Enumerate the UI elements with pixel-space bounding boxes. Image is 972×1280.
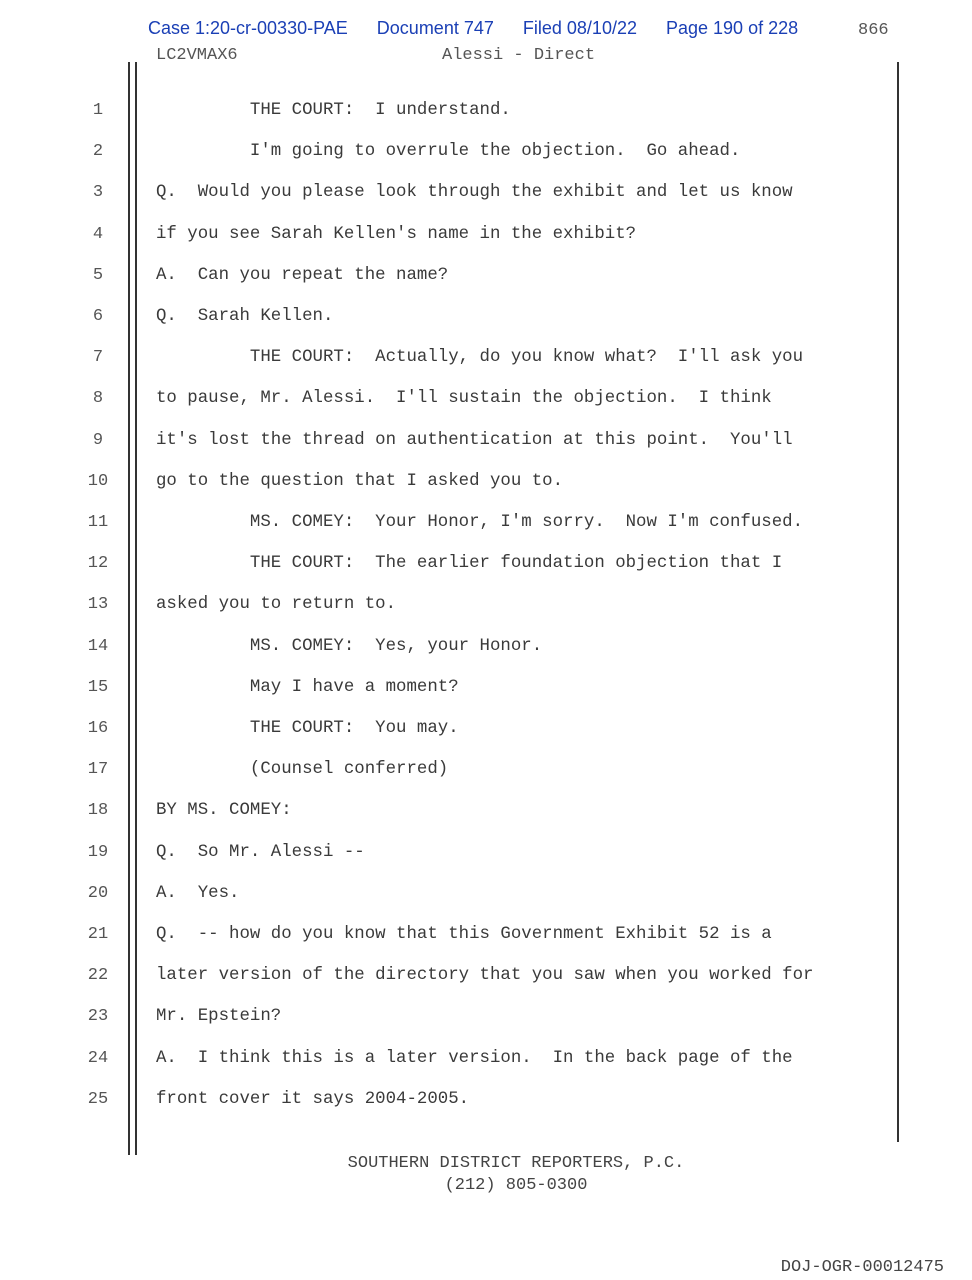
line-number: 1: [92, 101, 104, 120]
transcript-line: it's lost the thread on authentication at this point. You'll: [156, 431, 793, 450]
line-number: 16: [87, 719, 109, 738]
transcript-line: Q. -- how do you know that this Government Exhibit 52 is a: [156, 925, 772, 944]
transcript-line: A. I think this is a later version. In the back page of the: [156, 1049, 793, 1068]
transcript-line: THE COURT: I understand.: [156, 101, 511, 120]
transcript-line: I'm going to overrule the objection. Go ahead.: [156, 142, 741, 161]
header-code: LC2VMAX6: [156, 46, 238, 65]
transcript-line: Q. Would you please look through the exhibit and let us know: [156, 183, 793, 202]
transcript-line: to pause, Mr. Alessi. I'll sustain the objection. I think: [156, 389, 772, 408]
line-number: 9: [92, 431, 104, 450]
line-number: 21: [87, 925, 109, 944]
transcript-line: THE COURT: The earlier foundation objection that I: [156, 554, 783, 573]
header-title: Alessi - Direct: [442, 46, 596, 65]
transcript-line: THE COURT: Actually, do you know what? I'll ask you: [156, 348, 804, 367]
transcript-line: Q. Sarah Kellen.: [156, 307, 334, 326]
filing-stamp: [148, 18, 798, 39]
filed-date: Filed 08/10/22: [522, 18, 637, 38]
reporter-phone: (212) 805-0300: [444, 1176, 588, 1195]
line-number: 23: [87, 1007, 109, 1026]
transcript-line: MS. COMEY: Yes, your Honor.: [156, 637, 543, 656]
transcript-line: later version of the directory that you saw when you worked for: [156, 966, 814, 985]
line-number: 8: [92, 389, 104, 408]
transcript-line: MS. COMEY: Your Honor, I'm sorry. Now I'm confused.: [156, 513, 804, 532]
left-border-inner: [135, 62, 137, 1155]
document-number: Document 747: [376, 18, 494, 38]
line-number: 3: [92, 183, 104, 202]
line-number: 7: [92, 348, 104, 367]
line-number: 13: [87, 595, 109, 614]
page-of-total: Page 190 of 228: [666, 18, 799, 38]
line-number: 4: [92, 225, 104, 244]
line-number: 24: [87, 1049, 109, 1068]
transcript-line: THE COURT: You may.: [156, 719, 459, 738]
line-number: 6: [92, 307, 104, 326]
transcript-line: go to the question that I asked you to.: [156, 472, 564, 491]
transcript-line: A. Yes.: [156, 884, 240, 903]
line-number: 12: [87, 554, 109, 573]
line-number: 19: [87, 843, 109, 862]
transcript-line: front cover it says 2004-2005.: [156, 1090, 470, 1109]
transcript-line: A. Can you repeat the name?: [156, 266, 449, 285]
right-border: [897, 62, 899, 1142]
reporter-name: SOUTHERN DISTRICT REPORTERS, P.C.: [347, 1154, 685, 1173]
line-number: 10: [87, 472, 109, 491]
line-number: 2: [92, 142, 104, 161]
line-number: 18: [87, 801, 109, 820]
line-number: 5: [92, 266, 104, 285]
line-number: 25: [87, 1090, 109, 1109]
left-border-outer: [128, 62, 130, 1155]
bates-number: DOJ-OGR-00012475: [780, 1258, 944, 1277]
transcript-line: asked you to return to.: [156, 595, 397, 614]
line-number: 22: [87, 966, 109, 985]
transcript-line: Q. So Mr. Alessi --: [156, 843, 365, 862]
line-number: 20: [87, 884, 109, 903]
line-number: 14: [87, 637, 109, 656]
transcript-line: Mr. Epstein?: [156, 1007, 282, 1026]
line-number: 15: [87, 678, 109, 697]
transcript-line: (Counsel conferred): [156, 760, 449, 779]
case-number: Case 1:20-cr-00330-PAE: [148, 18, 348, 38]
line-number: 17: [87, 760, 109, 779]
transcript-page-number: 866: [858, 21, 889, 40]
line-number: 11: [87, 513, 109, 532]
transcript-line: BY MS. COMEY:: [156, 801, 292, 820]
transcript-line: May I have a moment?: [156, 678, 459, 697]
transcript-line: if you see Sarah Kellen's name in the exhibit?: [156, 225, 637, 244]
